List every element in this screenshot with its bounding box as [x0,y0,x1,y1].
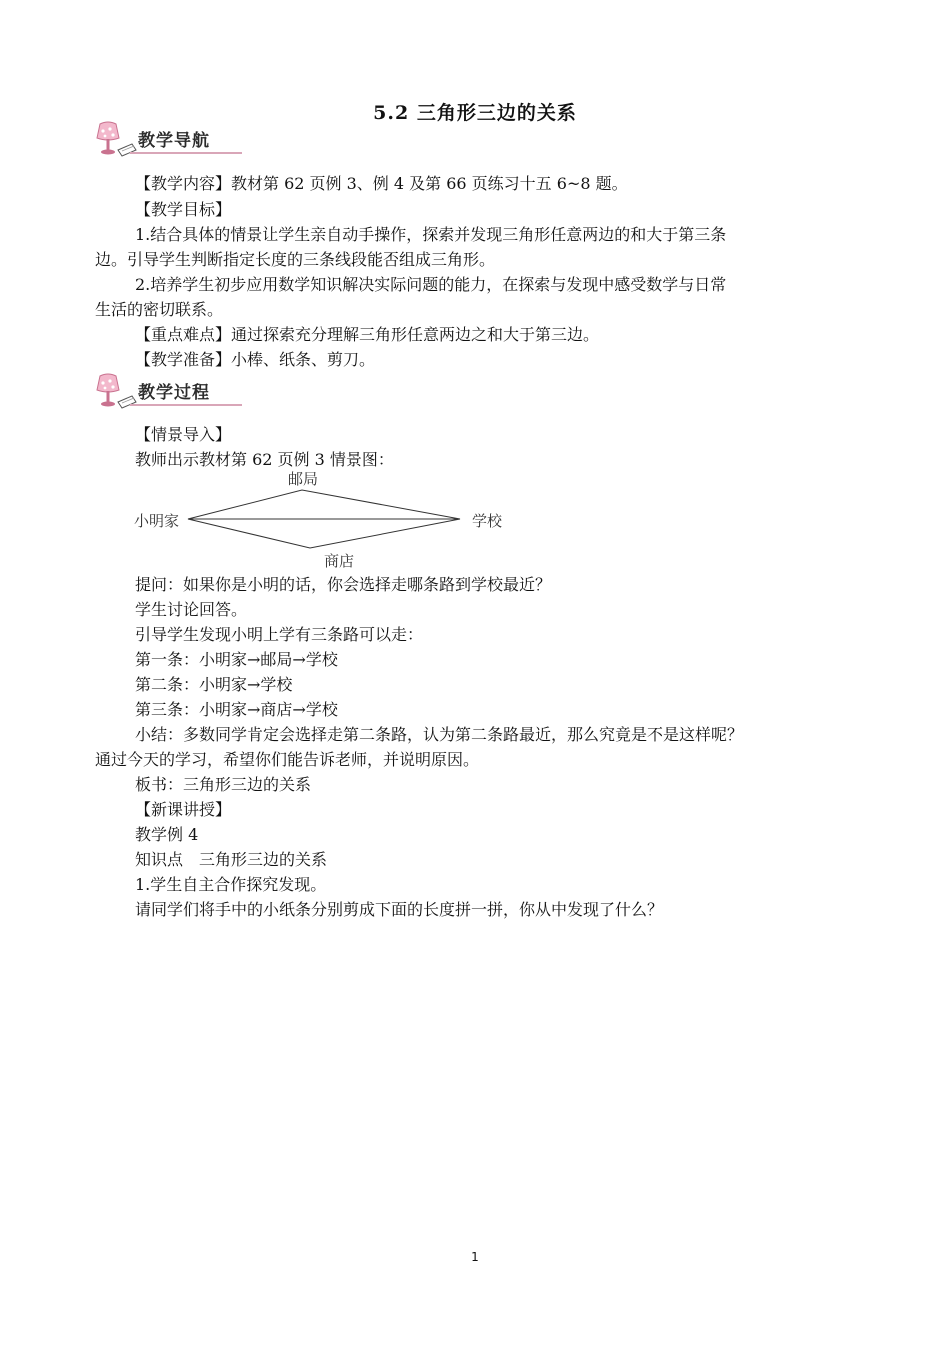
goal-heading: 【教学目标】 [135,200,232,219]
label-shop: 商店 [324,552,355,570]
board-note: 板书：三角形三边的关系 [135,775,312,794]
goal2-line2: 生活的密切联系。 [95,300,224,319]
guide: 引导学生发现小明上学有三条路可以走： [135,625,424,644]
route-2: 第二条：小明家→学校 [135,675,293,694]
summary-line2: 通过今天的学习，希望你们能告诉老师，并说明原因。 [95,750,480,769]
page-number: 1 [471,1250,479,1264]
goal1-line2: 边。引导学生判断指定长度的三条线段能否组成三角形。 [95,250,496,269]
preparation: 【教学准备】小棒、纸条、剪刀。 [135,350,376,369]
lamp-icon [92,120,138,160]
summary-line1: 小结：多数同学肯定会选择走第二条路，认为第二条路最近，那么究竟是不是这样呢？ [135,725,744,744]
key-points: 【重点难点】通过探索充分理解三角形任意两边之和大于第三边。 [135,325,600,344]
route-1: 第一条：小明家→邮局→学校 [135,650,338,669]
banner-underline [130,404,242,406]
intro-heading: 【情景导入】 [135,425,232,444]
example: 教学例 4 [135,825,199,844]
lamp-icon [92,372,138,412]
new-lesson-heading: 【新课讲授】 [135,800,232,819]
goal1-line1: 1.结合具体的情景让学生亲自动手操作，探索并发现三角形任意两边的和大于第三条 [135,225,727,244]
step-1: 1.学生自主合作探究发现。 [135,875,327,894]
banner-title: 教学导航 [138,131,210,151]
banner-underline [130,152,242,154]
route-3: 第三条：小明家→商店→学校 [135,700,338,719]
label-school: 学校 [472,512,503,530]
goal2-line1: 2.培养学生初步应用数学知识解决实际问题的能力，在探索与发现中感受数学与日常 [135,275,727,294]
intro-text: 教师出示教材第 62 页例 3 情景图： [135,450,394,469]
section-banner-process [92,372,242,412]
route-diagram [130,468,520,572]
label-home: 小明家 [134,512,180,530]
label-post-office: 邮局 [288,470,319,488]
question: 提问：如果你是小明的话，你会选择走哪条路到学校最近？ [135,575,552,594]
page-title: 5.2 三角形三边的关系 [373,102,577,124]
discussion: 学生讨论回答。 [135,600,248,619]
section-banner-nav [92,120,242,160]
knowledge-point: 知识点 三角形三边的关系 [135,850,328,869]
banner-title: 教学过程 [138,383,210,403]
teaching-content: 【教学内容】教材第 62 页例 3、例 4 及第 66 页练习十五 6~8 题。 [135,174,628,193]
instruction: 请同学们将手中的小纸条分别剪成下面的长度拼一拼，你从中发现了什么？ [135,900,664,919]
